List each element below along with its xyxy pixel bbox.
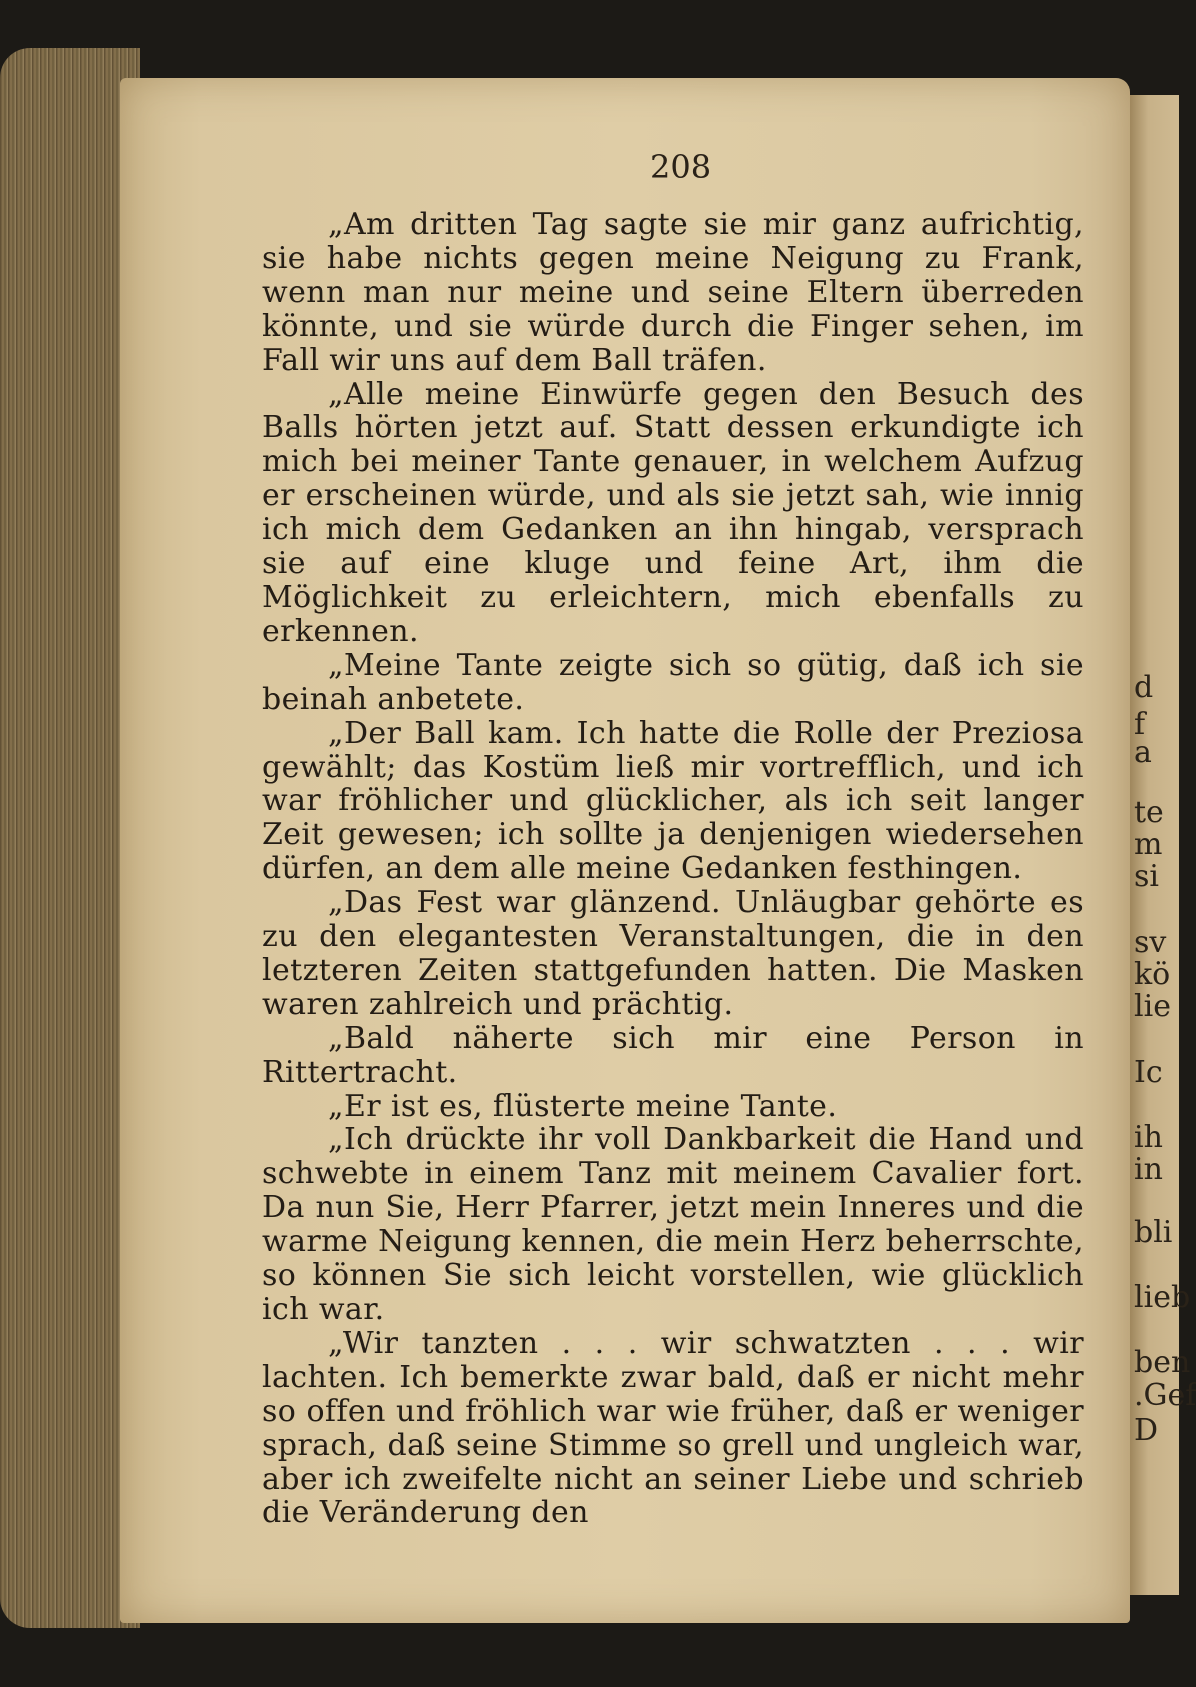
- next-page-fragment: lieb: [1134, 1280, 1191, 1315]
- next-page-fragment: lie: [1134, 989, 1171, 1024]
- next-page-fragment: f: [1134, 707, 1146, 742]
- paragraph: „Ich drückte ihr voll Dankbarkeit die Hand und schwebte in einem Tanz mit meinem Cavalier fort. Da nun Sie, Herr Pfarrer, jetzt mein Inneres und die warme Neigung kennen, die mein Herz beherrschte, so können Sie sich leicht vorstellen, wie glücklich ich war.: [262, 1122, 1084, 1327]
- next-page-fragment: .Gef: [1134, 1378, 1196, 1413]
- next-page-fragment: si: [1134, 859, 1159, 894]
- next-page-fragment: d: [1134, 670, 1154, 705]
- next-page-fragment: ben: [1134, 1345, 1191, 1380]
- next-page-fragment: a: [1134, 735, 1152, 770]
- next-page-fragment: sv: [1134, 925, 1167, 960]
- paragraph: „Am dritten Tag sagte sie mir ganz aufrichtig, sie habe nichts gegen meine Neigung zu Frank, wenn man nur meine und seine Eltern überreden könnte, und sie würde durch die Finger sehen, im Fall wir uns auf dem Ball träfen.: [262, 207, 1084, 378]
- next-page-fragment: in: [1134, 1152, 1163, 1187]
- next-page-fragment: ih: [1134, 1120, 1163, 1155]
- next-page-edge: [1128, 95, 1196, 1595]
- paragraph: „Er ist es, flüsterte meine Tante.: [328, 1088, 838, 1124]
- paragraph: „Alle meine Einwürfe gegen den Besuch des Balls hörten jetzt auf. Statt dessen erkundigte ich mich bei meiner Tante genauer, in welchem Aufzug er erscheinen würde, und als sie jetzt sah, wie innig ich mich dem Gedanken an ihn hingab, versprach sie auf eine kluge und feine Art, ihm die Möglichkeit zu erleichtern, mich ebenfalls zu erkennen.: [262, 376, 1084, 649]
- paragraph: „Der Ball kam. Ich hatte die Rolle der Preziosa gewählt; das Kostüm ließ mir vortrefflich, und ich war fröhlicher und glücklicher, als ich seit langer Zeit gewesen; ich sollte ja denjenigen wiedersehen dürfen, an dem alle meine Gedanken festhingen.: [262, 715, 1084, 887]
- paragraph: „Meine Tante zeigte sich so gütig, daß ich sie beinah anbetete.: [262, 647, 1084, 717]
- paragraph: „Wir tanzten . . . wir schwatzten . . . wir lachten. Ich bemerkte zwar bald, daß er nicht mehr so offen und fröhlich war wie früher, daß er weniger sprach, daß seine Stimme so grell und ungleich war, aber ich zweifelte nicht an seiner Liebe und schrieb die Veränderung den: [262, 1325, 1084, 1531]
- next-page-fragment: D: [1134, 1413, 1159, 1448]
- paragraph: „Das Fest war glänzend. Unläugbar gehörte es zu den elegantesten Veranstaltungen, die in den letzteren Zeiten stattgefunden hatten. Die Masken waren zahlreich und prächtig.: [262, 885, 1084, 1022]
- page-number: 208: [650, 148, 712, 186]
- page-text: [262, 208, 1084, 1530]
- next-page-fragment: m: [1134, 827, 1163, 862]
- next-page-fragment: kö: [1134, 957, 1171, 992]
- paragraph: „Bald näherte sich mir eine Person in Rittertracht.: [262, 1020, 1084, 1090]
- next-page-fragment: bli: [1134, 1215, 1173, 1250]
- next-page-fragment: Ic: [1134, 1055, 1163, 1090]
- book-fore-edge: [0, 48, 140, 1628]
- next-page-fragment: te: [1134, 795, 1164, 830]
